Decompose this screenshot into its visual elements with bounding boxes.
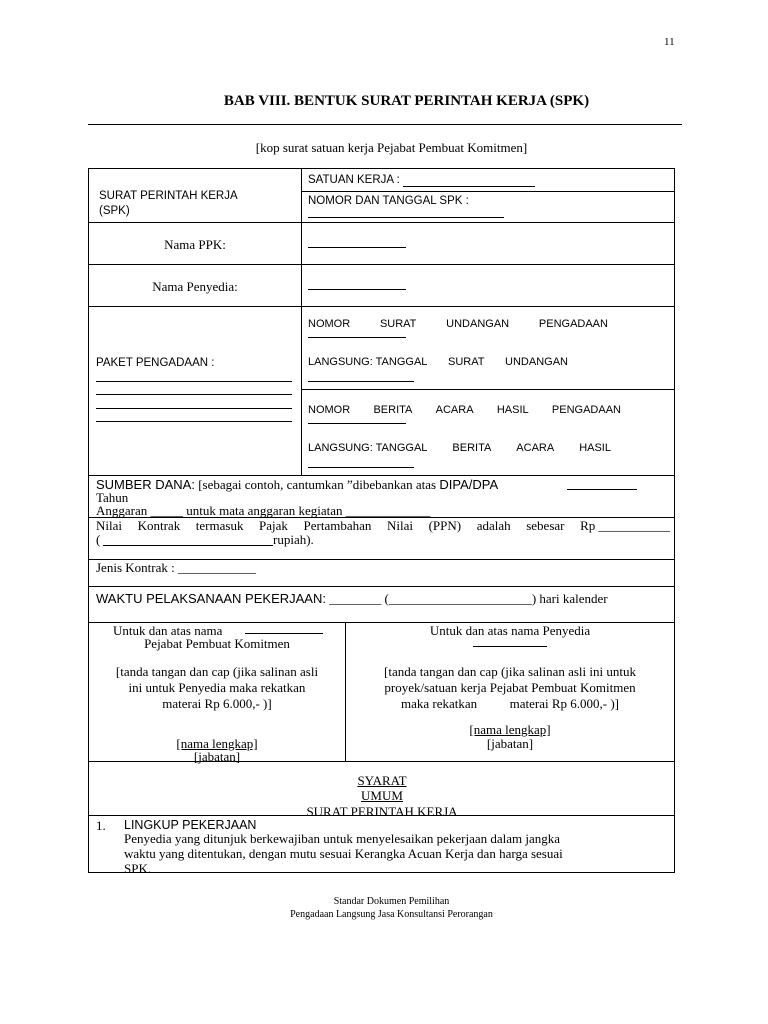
paket-blank-1[interactable] <box>96 381 292 382</box>
sumber-dana-text: [sebagai contoh, cantumkan ”dibebankan atas <box>194 477 440 492</box>
nama-penyedia-blank[interactable] <box>308 289 406 290</box>
lingkup-para-line3: SPK. <box>124 861 152 876</box>
sign-right-note2: proyek/satuan kerja Pejabat Pembuat Komitmen <box>384 680 636 695</box>
nilai-kontrak-blank[interactable] <box>103 545 273 546</box>
satuan-kerja-blank[interactable] <box>403 186 535 187</box>
syarat-line2: UMUM <box>361 788 403 803</box>
nomor-tanggal-blank[interactable] <box>308 217 504 218</box>
nilai-kontrak-open: ( <box>96 532 101 547</box>
word: HASIL <box>579 442 611 454</box>
word: PENGADAAN <box>551 404 621 416</box>
sign-right-note3: maka rekatkan materai Rp 6.000,- )] <box>400 696 620 711</box>
footer-line1: Standar Dokumen Pemilihan <box>333 896 450 907</box>
word: NOMOR <box>308 318 351 330</box>
satuan-kerja-label: SATUAN KERJA : <box>308 174 400 186</box>
dipa-label: DIPA/DPA <box>439 477 499 492</box>
berita-tanggal-blank[interactable] <box>308 467 414 468</box>
sign-left-line2: Pejabat Pembuat Komitmen <box>144 636 290 651</box>
sumber-dana-anggaran: Anggaran _____ untuk mata anggaran kegiatan _____________ <box>96 503 431 518</box>
lingkup-heading: LINGKUP PEKERJAAN <box>124 818 257 832</box>
undangan-nomor-blank[interactable] <box>308 337 406 338</box>
word: SURAT <box>447 356 485 368</box>
word: Nilai <box>96 518 122 533</box>
berita-row2 <box>308 441 611 455</box>
nilai-kontrak-close: rupiah). <box>273 532 314 547</box>
divider <box>89 475 675 476</box>
sign-right-name: [nama lengkap] <box>469 722 551 737</box>
word: BERITA <box>373 404 413 416</box>
page-title: BAB VIII. BENTUK SURAT PERINTAH KERJA (SPK) <box>223 93 590 109</box>
sumber-dana-label: SUMBER DANA: <box>96 477 195 492</box>
divider <box>301 389 675 390</box>
sign-left-blank[interactable] <box>245 633 323 634</box>
sign-right-note1: [tanda tangan dan cap (jika salinan asli ini untuk <box>384 664 636 679</box>
paket-blank-3[interactable] <box>96 408 292 409</box>
undangan-row2 <box>308 355 568 369</box>
paket-blank-4[interactable] <box>96 421 292 422</box>
footer-line2: Pengadaan Langsung Jasa Konsultansi Perorangan <box>290 909 493 920</box>
word: UNDANGAN <box>505 356 568 368</box>
syarat-umum-heading <box>89 762 675 815</box>
word: (PPN) <box>428 518 462 533</box>
spk-title-line1: SURAT PERINTAH KERJA <box>99 190 238 202</box>
waktu-pelaksanaan <box>96 591 608 606</box>
nama-ppk-label: Nama PPK: <box>164 237 226 252</box>
sign-left-note2: ini untuk Penyedia maka rekatkan <box>128 680 306 695</box>
berita-row1 <box>308 403 621 417</box>
word: termasuk <box>195 518 244 533</box>
berita-nomor-blank[interactable] <box>308 423 406 424</box>
word: SURAT <box>379 318 417 330</box>
nilai-kontrak-line1 <box>96 518 670 533</box>
lingkup-para-line2: waktu yang ditentukan, dengan mutu sesuai Kerangka Acuan Kerja dan harga sesuai <box>124 846 563 861</box>
syarat-line1: SYARAT <box>357 773 407 788</box>
word: Rp ___________ <box>580 518 670 533</box>
divider <box>301 191 675 192</box>
word: Pertambahan <box>303 518 372 533</box>
word: adalah <box>476 518 511 533</box>
page-number: 11 <box>664 36 675 48</box>
word: LANGSUNG: TANGGAL <box>308 356 428 368</box>
sumber-dana-tahun: Tahun <box>96 490 129 505</box>
sign-left-position: [jabatan] <box>193 749 241 764</box>
jenis-kontrak: Jenis Kontrak : ____________ <box>96 560 256 575</box>
word: Kontrak <box>137 518 181 533</box>
word: HASIL <box>496 404 529 416</box>
word: UNDANGAN <box>446 318 510 330</box>
sign-left-note3: materai Rp 6.000,- )] <box>162 696 272 711</box>
word: ACARA <box>516 442 555 454</box>
sign-left-note1: [tanda tangan dan cap (jika salinan asli <box>115 664 319 679</box>
word: LANGSUNG: TANGGAL <box>308 442 428 454</box>
letterhead-placeholder: [kop surat satuan kerja Pejabat Pembuat Komitmen] <box>255 140 528 155</box>
nama-ppk-blank[interactable] <box>308 247 406 248</box>
nama-penyedia-label: Nama Penyedia: <box>152 279 238 294</box>
divider <box>301 169 302 475</box>
sign-right-position: [jabatan] <box>486 736 534 751</box>
dipa-blank[interactable] <box>567 489 637 490</box>
word: PENGADAAN <box>538 318 608 330</box>
divider <box>89 306 675 307</box>
spk-title-line2: (SPK) <box>99 205 130 217</box>
divider <box>89 586 675 587</box>
title-divider <box>88 124 682 125</box>
word: Nilai <box>387 518 413 533</box>
divider <box>89 222 675 223</box>
undangan-row1 <box>308 317 608 331</box>
waktu-label: WAKTU PELAKSANAAN PEKERJAAN: <box>96 591 326 606</box>
sign-left-name: [nama lengkap] <box>176 736 258 751</box>
word: sebesar <box>526 518 565 533</box>
word: Pajak <box>259 518 288 533</box>
word: NOMOR <box>308 404 351 416</box>
divider <box>89 815 675 816</box>
undangan-tanggal-blank[interactable] <box>308 381 414 382</box>
nomor-tanggal-label: NOMOR DAN TANGGAL SPK : <box>308 195 469 207</box>
divider <box>89 264 675 265</box>
paket-pengadaan-label: PAKET PENGADAAN : <box>96 357 215 369</box>
word: ACARA <box>435 404 474 416</box>
waktu-rest: ________ (______________________) hari kalender <box>325 591 608 606</box>
spk-form <box>88 168 675 876</box>
sign-right-blank[interactable] <box>473 646 547 647</box>
lingkup-number: 1. <box>96 818 106 833</box>
sumber-dana-line1 <box>96 477 498 492</box>
sign-left-line1: Untuk dan atas nama <box>113 623 223 638</box>
syarat-line3: SURAT PERINTAH KERJA <box>306 804 458 815</box>
word: BERITA <box>452 442 492 454</box>
lingkup-para-line1: Penyedia yang ditunjuk berkewajiban untuk menyelesaikan pekerjaan dalam jangka <box>124 831 561 846</box>
paket-blank-2[interactable] <box>96 394 292 395</box>
sign-right-line1: Untuk dan atas nama Penyedia <box>429 623 591 638</box>
